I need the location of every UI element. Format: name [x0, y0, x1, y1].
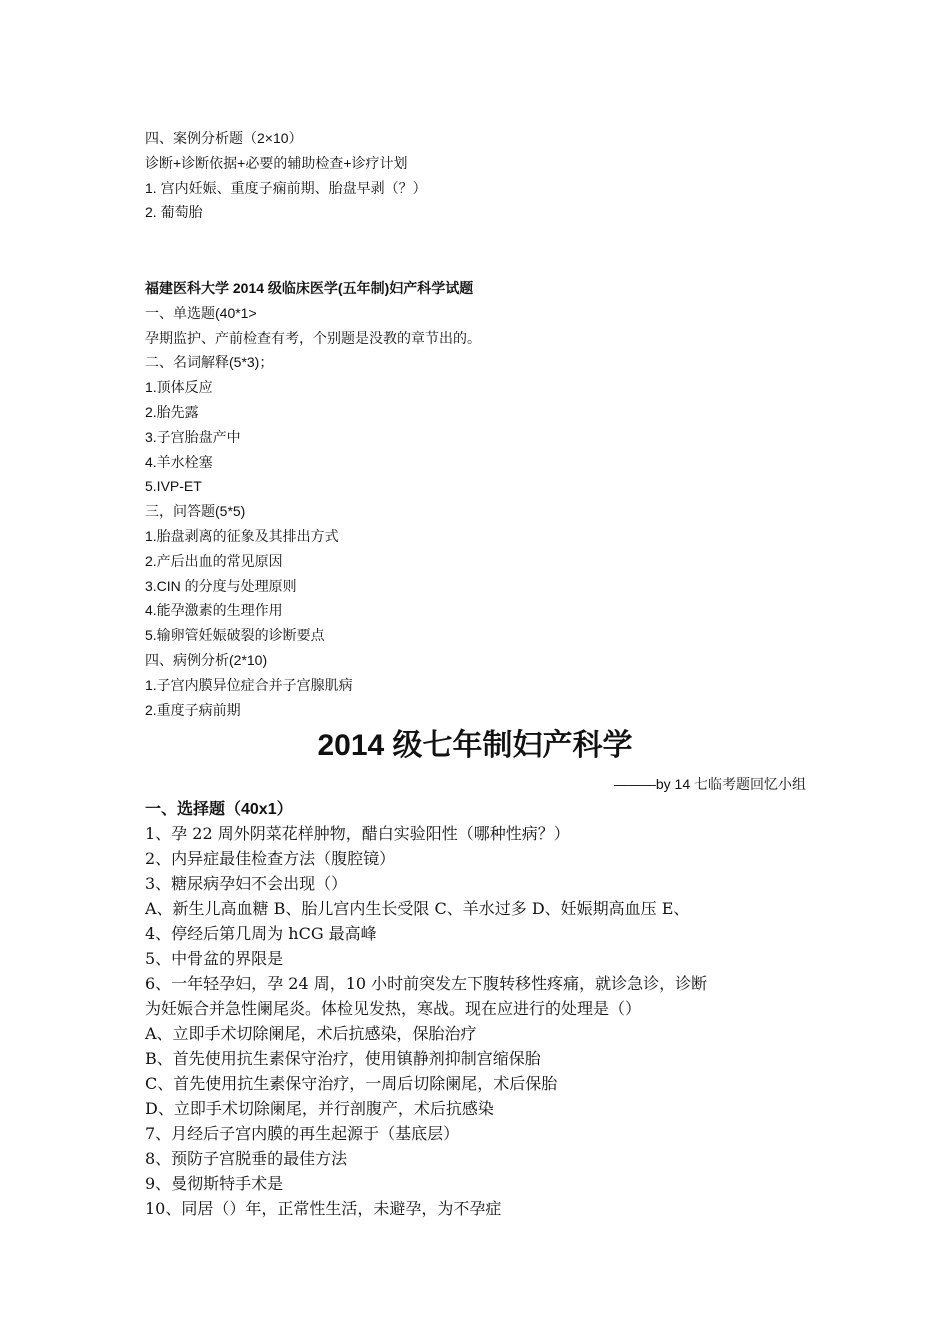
text-line: 1.顶体反应	[145, 379, 213, 396]
choice-section-heading: 一、选择题（40x1）	[145, 801, 293, 818]
text-line: 三，问答题(5*5)	[145, 503, 246, 520]
text-line: 2. 葡萄胎	[145, 204, 203, 221]
text-line: 四、病例分析(2*10)	[145, 651, 268, 668]
choice-questions	[145, 821, 825, 1221]
text-line: 5.输卵管妊娠破裂的诊断要点	[145, 627, 325, 644]
question-line: 4、停经后第几周为 hCG 最高峰	[145, 924, 377, 943]
text-line: 孕期监护、产前检查有考，个别题是没教的章节出的。	[145, 329, 481, 346]
question-line: B、首先使用抗生素保守治疗，使用镇静剂抑制宫缩保胎	[145, 1049, 541, 1068]
text-line: 二、名词解释(5*3)；	[145, 354, 274, 371]
question-line: A、新生儿高血糖 B、胎儿宫内生长受限 C、羊水过多 D、妊娠期高血压 E、	[145, 899, 690, 918]
question-line: 2、内异症最佳检查方法（腹腔镜）	[145, 849, 396, 868]
text-line: 1.胎盘剥离的征象及其排出方式	[145, 527, 339, 544]
question-line: 3、糖尿病孕妇不会出现（）	[145, 874, 348, 893]
question-line: A、立即手术切除阑尾，术后抗感染，保胎治疗	[145, 1024, 477, 1043]
question-line: 8、预防子宫脱垂的最佳方法	[145, 1149, 348, 1168]
question-line: D、立即手术切除阑尾，并行剖腹产，术后抗感染	[145, 1099, 494, 1118]
text-line: 3.CIN 的分度与处理原则	[145, 577, 297, 594]
question-line: C、首先使用抗生素保守治疗，一周后切除阑尾，术后保胎	[145, 1074, 558, 1093]
question-line: 为妊娠合并急性阑尾炎。体检见发热，寒战。现在应进行的处理是（）	[145, 999, 642, 1018]
text-line: 2.胎先露	[145, 403, 199, 420]
text-line: 4.羊水栓塞	[145, 453, 213, 470]
text-line: 诊断+诊断依据+必要的辅助检查+诊疗计划	[145, 154, 408, 171]
question-line: 7、月经后子宫内膜的再生起源于（基底层）	[145, 1124, 460, 1143]
byline: ———by 14 七临考题回忆小组	[613, 776, 806, 792]
question-line: 1、孕 22 周外阴菜花样肿物，醋白实验阳性（哪种性病？）	[145, 824, 570, 843]
case-analysis-section	[145, 126, 825, 225]
question-line: 10、同居（）年，正常性生活，未避孕，为不孕症	[145, 1199, 502, 1218]
text-line: 2.重度子病前期	[145, 701, 241, 718]
five-year-exam-title: 福建医科大学 2014 级临床医学(五年制)妇产科学试题	[145, 280, 474, 296]
seven-year-exam-title: 2014 级七年制妇产科学	[317, 729, 633, 762]
text-line: 1.子宫内膜异位症合并子宫腺肌病	[145, 676, 353, 693]
case-analysis-heading: 四、案例分析题（2×10）	[145, 130, 303, 146]
question-line: 9、曼彻斯特手术是	[145, 1174, 284, 1193]
text-line: 1. 宫内妊娠、重度子痫前期、胎盘早剥（？）	[145, 179, 427, 196]
five-year-exam-section	[145, 276, 825, 722]
text-line: 一、单选题(40*1>	[145, 304, 257, 321]
text-line: 4.能孕激素的生理作用	[145, 602, 283, 619]
question-line: 6、一年轻孕妇，孕 24 周，10 小时前突发左下腹转移性疼痛，就诊急诊，诊断	[145, 974, 708, 993]
text-line: 2.产后出血的常见原因	[145, 552, 283, 569]
text-line: 3.子宫胎盘产中	[145, 428, 241, 445]
text-line: 5.IVP-ET	[145, 478, 202, 495]
question-line: 5、中骨盆的界限是	[145, 949, 284, 968]
